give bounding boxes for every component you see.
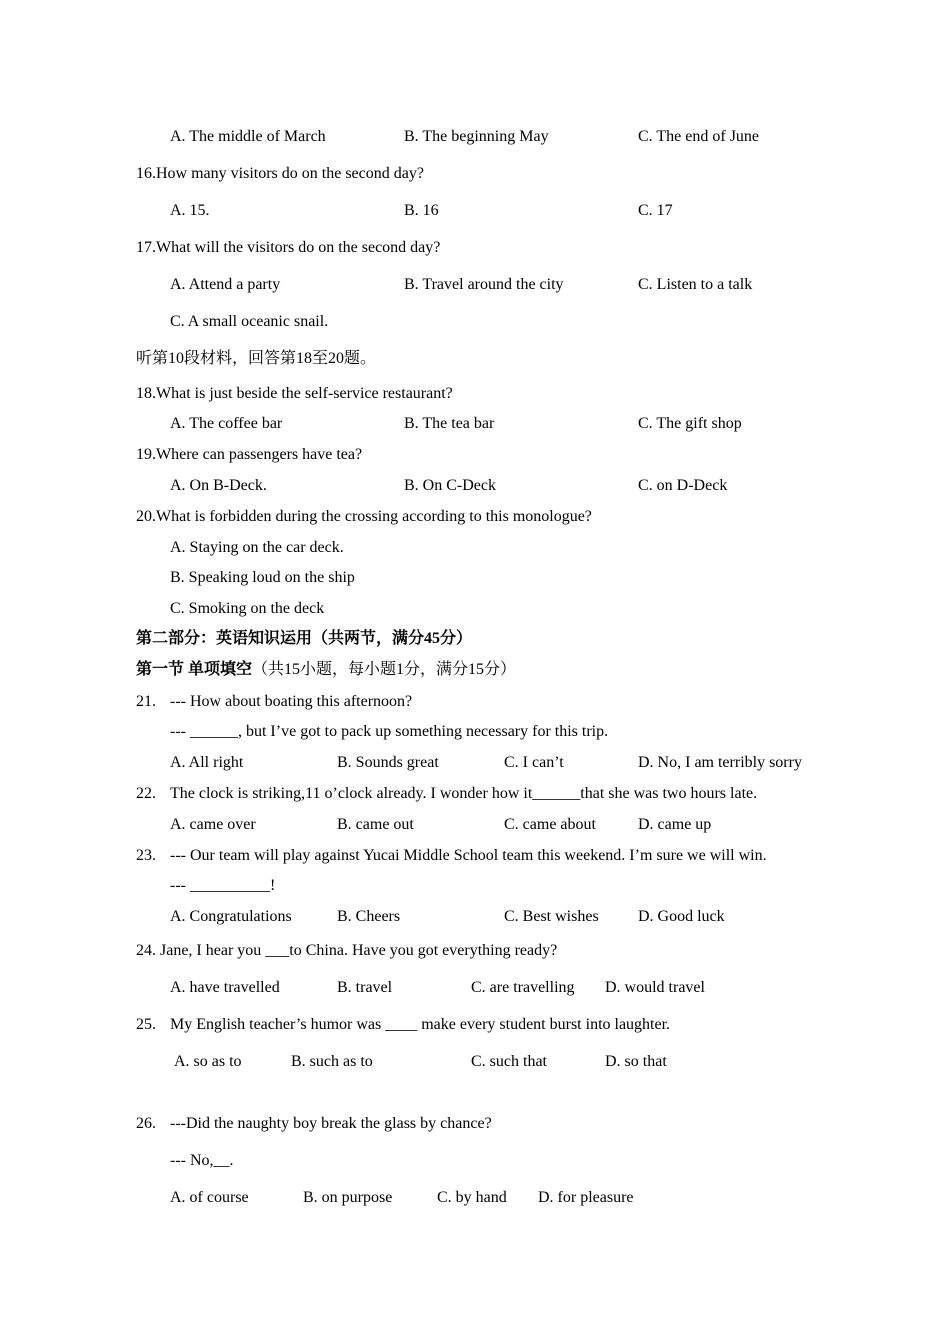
q19-stem: 19.Where can passengers have tea?: [136, 446, 363, 463]
q26-option-d: D. for pleasure: [538, 1189, 634, 1206]
q24-stem: 24. Jane, I hear you ___to China. Have you got everything ready?: [136, 942, 558, 959]
q16-option-a: A. 15.: [170, 202, 210, 219]
q26-stem: ---Did the naughty boy break the glass by chance?: [170, 1115, 492, 1132]
q21-number: 21.: [136, 693, 156, 710]
q16-stem: 16.How many visitors do on the second day?: [136, 165, 424, 182]
q20-stem: 20.What is forbidden during the crossing according to this monologue?: [136, 508, 592, 525]
q19-option-c: C. on D-Deck: [638, 477, 728, 494]
q15-option-c: C. The end of June: [638, 128, 760, 145]
q22-stem: The clock is striking,11 o’clock already. I wonder how it______that she was two hours late.: [170, 785, 758, 802]
q18-stem: 18.What is just beside the self-service restaurant?: [136, 385, 453, 402]
q24-option-a: A. have travelled: [170, 979, 280, 996]
q25-number: 25.: [136, 1016, 156, 1033]
q18-option-b: B. The tea bar: [404, 415, 495, 432]
q20-option-a: A. Staying on the car deck.: [170, 539, 344, 556]
q23-option-d: D. Good luck: [638, 908, 725, 925]
q21-option-c: C. I can’t: [504, 754, 564, 771]
q19-option-a: A. On B-Deck.: [170, 477, 267, 494]
q17-option-b: B. Travel around the city: [404, 276, 564, 293]
q23-option-a: A. Congratulations: [170, 908, 292, 925]
q25-option-a: A. so as to: [174, 1053, 242, 1070]
q23-number: 23.: [136, 847, 156, 864]
q25-option-d: D. so that: [605, 1053, 667, 1070]
listening-section-note: 听第10段材料，回答第18至20题。: [136, 350, 377, 367]
q20-option-c: C. Smoking on the deck: [170, 600, 325, 617]
q18-option-a: A. The coffee bar: [170, 415, 283, 432]
q22-option-b: B. came out: [337, 816, 414, 833]
q21-stem-reply: --- ______, but I’ve got to pack up something necessary for this trip.: [170, 723, 609, 740]
q16-option-b: B. 16: [404, 202, 439, 219]
q21-option-a: A. All right: [170, 754, 244, 771]
section1-heading: [136, 660, 516, 680]
q22-number: 22.: [136, 785, 156, 802]
q26-option-a: A. of course: [170, 1189, 249, 1206]
q26-number: 26.: [136, 1115, 156, 1132]
q17-option-a: A. Attend a party: [170, 276, 281, 293]
q26-stem-reply: --- No,__.: [170, 1152, 234, 1169]
q20-option-b: B. Speaking loud on the ship: [170, 569, 355, 586]
q26-option-c: C. by hand: [437, 1189, 507, 1206]
q16-option-c: C. 17: [638, 202, 673, 219]
q15-option-a: A. The middle of March: [170, 128, 326, 145]
q25-stem: My English teacher’s humor was ____ make every student burst into laughter.: [170, 1016, 671, 1033]
q21-option-d: D. No, I am terribly sorry: [638, 754, 802, 771]
q25-option-c: C. such that: [471, 1053, 547, 1070]
q19-option-b: B. On C-Deck: [404, 477, 496, 494]
q17-extra-option: C. A small oceanic snail.: [170, 313, 329, 330]
q23-stem-reply: --- __________!: [170, 877, 276, 894]
q17-stem: 17.What will the visitors do on the second day?: [136, 239, 441, 256]
q26-option-b: B. on purpose: [303, 1189, 393, 1206]
q24-option-b: B. travel: [337, 979, 393, 996]
q23-stem: --- Our team will play against Yucai Middle School team this weekend. I’m sure we will win.: [170, 847, 767, 864]
section1-note: （共15小题，每小题1分，满分15分）: [252, 661, 517, 678]
q25-option-b: B. such as to: [291, 1053, 373, 1070]
q21-stem: --- How about boating this afternoon?: [170, 693, 413, 710]
q22-option-d: D. came up: [638, 816, 712, 833]
q23-option-b: B. Cheers: [337, 908, 401, 925]
q21-option-b: B. Sounds great: [337, 754, 439, 771]
q24-option-c: C. are travelling: [471, 979, 575, 996]
q22-option-c: C. came about: [504, 816, 596, 833]
part2-title: 第二部分：英语知识运用（共两节，满分45分）: [136, 630, 473, 647]
section1-title: 第一节 单项填空: [136, 661, 253, 678]
q23-option-c: C. Best wishes: [504, 908, 599, 925]
q18-option-c: C. The gift shop: [638, 415, 742, 432]
q15-option-b: B. The beginning May: [404, 128, 549, 145]
q17-option-c: C. Listen to a talk: [638, 276, 753, 293]
q24-option-d: D. would travel: [605, 979, 705, 996]
q22-option-a: A. came over: [170, 816, 256, 833]
